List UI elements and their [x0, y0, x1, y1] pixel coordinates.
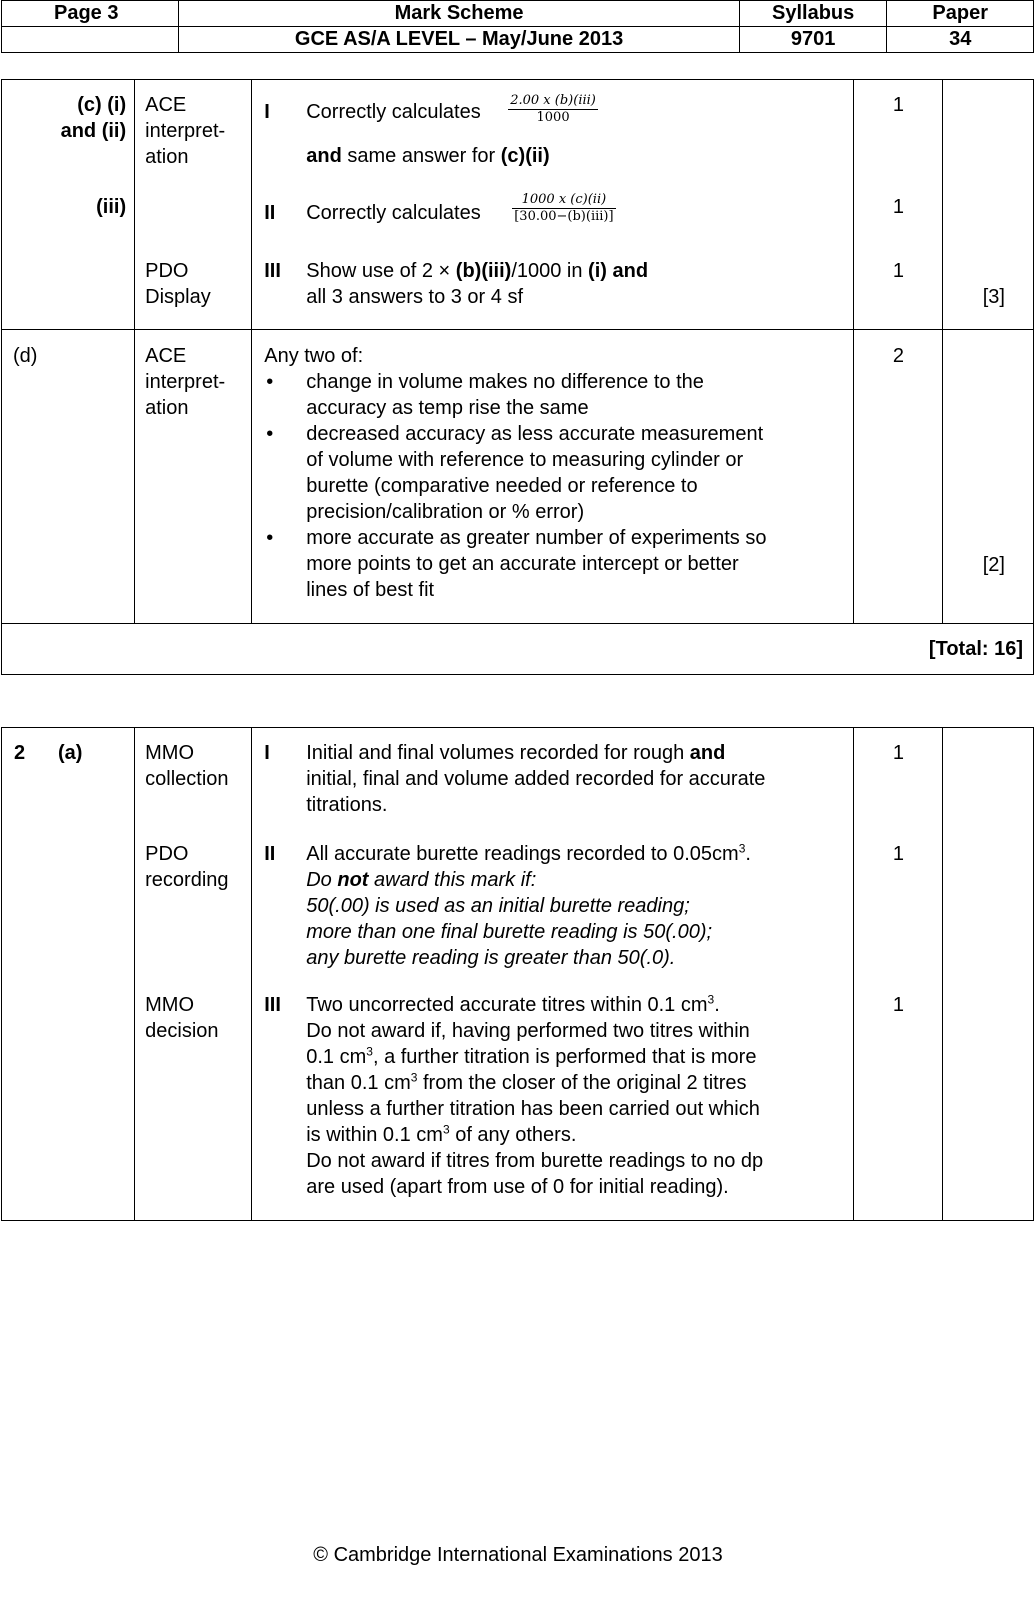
paper-label: Paper [887, 1, 1034, 27]
q1c-fraction-1-num: 2.00 x (b)(iii) [510, 93, 596, 108]
q1d-bullet-list [264, 369, 844, 603]
q2a-point-ii-num: II [264, 843, 276, 865]
q2-number: 2 [14, 742, 26, 764]
q2a-part: (a) [58, 742, 83, 764]
q2a-point-ii [306, 841, 846, 971]
q2a-point-iii-num: III [264, 994, 281, 1016]
q1c-p3-b: /1000 in [511, 260, 589, 282]
q2a-mark-3: 1 [892, 994, 904, 1016]
q2a-skill2-l1: PDO [145, 843, 189, 865]
q1c-skill2-l1: PDO [145, 260, 189, 282]
q2a-p3-l6b: of any others. [449, 1124, 577, 1146]
q1d-b3-l3: lines of best fit [306, 579, 435, 601]
q1d-skill-l3: ation [145, 397, 189, 419]
q2a-skill2-l2: recording [145, 869, 229, 891]
q1d-bullet-item [264, 369, 844, 421]
q1c-skill1-l2: interpret- [145, 120, 226, 142]
q1d-answer-cell [252, 330, 854, 624]
q1c-ref-line1: (c) (i) [77, 94, 127, 116]
q2a-skill3-l1: MMO [145, 994, 195, 1016]
q1d-skill-l1: ACE [145, 345, 187, 367]
q1c-fraction-2-num: 1000 x (c)(ii) [521, 192, 607, 207]
q2a-p2-l5: any burette reading is greater than 50(.0). [306, 947, 676, 969]
q1c-point-iii-line1 [306, 258, 648, 284]
q2a-p3-l1a: Two uncorrected accurate titres within 0.1 cm [306, 994, 708, 1016]
header-blank [2, 27, 179, 53]
q1d-b3-l2: more points to get an accurate intercept or better [306, 553, 739, 575]
q2a-p3-l1 [306, 992, 846, 1018]
bullet-icon: • [266, 527, 274, 549]
q2a-p3-sup4: 3 [442, 1122, 450, 1137]
q1c-fraction-1-den: 1000 [508, 109, 598, 126]
q1c-mark-3: 1 [892, 260, 904, 282]
q1d-b1-l1: change in volume makes no difference to the [306, 371, 704, 393]
q1d-total: [2] [982, 554, 1005, 576]
q2a-skill-cell [135, 728, 252, 1221]
copyright-footer: © Cambridge International Examinations 2013 [313, 1544, 723, 1566]
q2a-p2-sup: 3 [738, 841, 746, 856]
q1c-point-iii-line2: all 3 answers to 3 or 4 sf [306, 286, 524, 308]
q1c-fraction-2 [512, 192, 615, 225]
bullet-icon: • [266, 371, 274, 393]
q2a-p3-l2: Do not award if, having performed two titres within [306, 1020, 750, 1042]
question-1-table [1, 79, 1034, 675]
q1c-mark-cell [853, 80, 942, 330]
q2a-point-i-num: I [264, 742, 270, 764]
q1-grand-total-cell [2, 624, 1034, 675]
q2a-skill1-l1: MMO [145, 742, 195, 764]
q1c-fraction-1 [508, 93, 598, 126]
q1c-answer-cell [252, 80, 854, 330]
q1-grand-total: [Total: 16] [928, 638, 1023, 660]
q1d-b3-l1: more accurate as greater number of experiments so [306, 527, 767, 549]
q2a-p2-l4: more than one final burette reading is 50(.00); [306, 921, 713, 943]
q1c-ref-iii: (iii) [96, 196, 127, 218]
q2a-p3-l4b: from the closer of the original 2 titres [417, 1072, 747, 1094]
q2a-p3-sup2: 3 [366, 1044, 373, 1059]
q1c-ref-cell [2, 80, 135, 330]
q1c-point-i-line2 [306, 143, 549, 169]
header-table [1, 0, 1034, 53]
q2a-mark-cell [853, 728, 942, 1221]
q1c-fraction-2-den: [30.00−(b)(iii)] [514, 209, 614, 224]
q2a-p3-l3 [306, 1044, 846, 1070]
q2a-p2-l2c: award this mark if: [368, 869, 537, 891]
q2a-p3-l3a: 0.1 cm [306, 1046, 367, 1068]
q1c-point-i-num: I [264, 101, 270, 123]
q1d-b2-l4: precision/calibration or % error) [306, 501, 585, 523]
q2a-p2-l2a: Do [306, 869, 338, 891]
q2a-p1-l2: initial, final and volume added recorded for accurate [306, 768, 766, 790]
q1c-ref-line2: and (ii) [60, 120, 127, 142]
q2a-p1-and: and [689, 742, 726, 764]
q2a-point-iii [306, 992, 846, 1200]
q2a-p2-l1a: All accurate burette readings recorded to 0.05 [306, 843, 713, 865]
q1c-total: [3] [982, 286, 1005, 308]
q2a-p3-l5: unless a further titration has been carried out which [306, 1098, 760, 1120]
q2a-p2-end: . [745, 843, 751, 865]
q2a-p3-l7: Do not award if titres from burette readings to no dp [306, 1150, 764, 1172]
q1c-and: and [306, 145, 342, 167]
q2a-skill3-l2: decision [145, 1020, 219, 1042]
q1c-point-iii-num: III [264, 260, 281, 282]
q2a-point-i [306, 740, 846, 818]
q1c-point-ii-num: II [264, 202, 276, 224]
q2a-p3-l6a: is within 0.1 cm [306, 1124, 443, 1146]
q2a-skill1-l2: collection [145, 768, 229, 790]
q2a-ref-cell [2, 728, 135, 1221]
q1d-b2-l3: burette (comparative needed or reference to [306, 475, 698, 497]
q1c-total-cell [942, 80, 1033, 330]
q2a-p3-l4 [306, 1070, 846, 1096]
q2a-p1-l1 [306, 740, 846, 766]
q2a-total-cell [942, 728, 1033, 1221]
q1c-skill1-l1: ACE [145, 94, 187, 116]
q1c-p3-bold-b: (i) and [588, 260, 649, 282]
q2a-p3-l3b: , a further titration is performed that is more [372, 1046, 757, 1068]
syllabus-label: Syllabus [739, 1, 887, 27]
mark-scheme-label: Mark Scheme [179, 1, 740, 27]
q2a-p3-l1-end: . [714, 994, 720, 1016]
q2a-p1-l3: titrations. [306, 794, 388, 816]
q1d-ref-cell [2, 330, 135, 624]
q2a-p2-unit: cm [712, 843, 739, 865]
q1c-mark-1: 1 [892, 94, 904, 116]
question-2-table [1, 727, 1034, 1221]
q1c-point-ii-text: Correctly calculates [306, 202, 481, 224]
q1c-point-i-text: Correctly calculates [306, 101, 481, 123]
q2a-p2-not: not [337, 869, 369, 891]
syllabus-code: 9701 [739, 27, 887, 53]
q2a-p3-l8: are used (apart from use of 0 for initial reading). [306, 1176, 729, 1198]
q1d-bullet-item [264, 525, 844, 603]
q1c-p3-bold-a: (b)(iii) [455, 260, 512, 282]
q1d-ref: (d) [13, 345, 38, 367]
q1c-skill2-l2: Display [145, 286, 211, 308]
q2a-p3-sup1: 3 [707, 992, 715, 1007]
q2a-mark-1: 1 [892, 742, 904, 764]
q1d-skill-cell [135, 330, 252, 624]
q1c-p3-a: Show use of 2 × [306, 260, 456, 282]
q1c-mark-2: 1 [892, 196, 904, 218]
q1d-total-cell [942, 330, 1033, 624]
q2a-answer-cell [252, 728, 854, 1221]
page-label: Page 3 [2, 1, 179, 27]
q1c-skill-cell [135, 80, 252, 330]
q2a-p3-l4a: than 0.1 cm [306, 1072, 411, 1094]
paper-number: 34 [887, 27, 1034, 53]
bullet-icon: • [266, 423, 274, 445]
exam-title: GCE AS/A LEVEL – May/June 2013 [179, 27, 740, 53]
q2a-mark-2: 1 [892, 843, 904, 865]
q1d-b2-l1: decreased accuracy as less accurate measurement [306, 423, 764, 445]
q1d-b2-l2: of volume with reference to measuring cylinder or [306, 449, 744, 471]
q2a-p2-l2 [306, 867, 846, 893]
q1d-b1-l2: accuracy as temp rise the same [306, 397, 589, 419]
q2a-p2-l3: 50(.00) is used as an initial burette reading; [306, 895, 690, 917]
q2a-p3-sup3: 3 [410, 1070, 418, 1085]
q1c-skill1-l3: ation [145, 146, 189, 168]
q1d-mark-cell [853, 330, 942, 624]
q2a-p3-l6 [306, 1122, 846, 1148]
q2a-p1-l1a: Initial and final volumes recorded for rough [306, 742, 690, 764]
q1c-ref-cii: (c)(ii) [500, 145, 550, 167]
q1c-same-answer: same answer for [341, 145, 501, 167]
q1d-skill-l2: interpret- [145, 371, 226, 393]
q2a-p2-l1 [306, 841, 846, 867]
q1d-intro: Any two of: [264, 345, 364, 367]
q1d-mark: 2 [892, 345, 904, 367]
q1d-bullet-item [264, 421, 844, 525]
